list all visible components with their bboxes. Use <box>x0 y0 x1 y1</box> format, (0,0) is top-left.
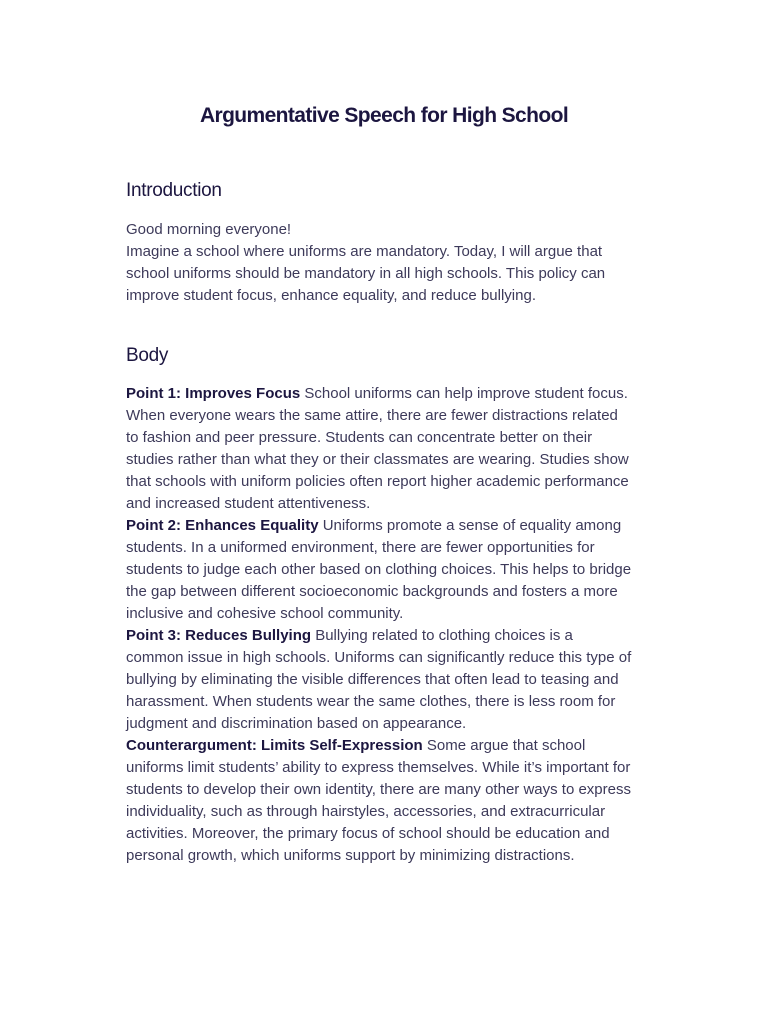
counterargument-label: Counterargument: Limits Self-Expression <box>126 737 423 754</box>
body-point-1 <box>126 383 634 515</box>
point-2-text: Uniforms promote a sense of equality among students. In a uniformed environment, there are fewer opportunities for students to judge each other based on clothing choices. This helps to bridge the gap between different socioeconomic backgrounds and fosters a more inclusive and cohesive school community. <box>126 517 632 622</box>
point-1-label: Point 1: Improves Focus <box>126 385 301 402</box>
body-point-3 <box>126 625 634 735</box>
body-section <box>126 383 634 867</box>
body-heading: Body <box>126 345 169 366</box>
introduction-greeting: Good morning everyone! <box>126 221 292 238</box>
point-3-text: Bullying related to clothing choices is a common issue in high schools. Uniforms can significantly reduce this type of bullying by eliminating the visible differences that often lead to teasing and harassment. When students wear the same clothes, there is less room for judgment and discrimination based on appearance. <box>126 627 632 732</box>
introduction-section <box>126 219 634 307</box>
document-title: Argumentative Speech for High School <box>199 104 569 127</box>
introduction-heading: Introduction <box>126 180 222 201</box>
point-2-label: Point 2: Enhances Equality <box>126 517 319 534</box>
introduction-paragraph: Imagine a school where uniforms are mandatory. Today, I will argue that school uniforms should be mandatory in all high schools. This policy can improve student focus, enhance equality, and reduce bullying. <box>126 243 606 304</box>
point-1-text: School uniforms can help improve student focus. When everyone wears the same attire, there are fewer distractions related to fashion and peer pressure. Students can concentrate better on their studies rather than what they or their classmates are wearing. Studies show that schools with uniform policies often report higher academic performance and increased student attentiveness. <box>126 385 629 512</box>
point-3-label: Point 3: Reduces Bullying <box>126 627 312 644</box>
body-point-2 <box>126 515 634 625</box>
body-counterargument <box>126 735 634 867</box>
counterargument-text: Some argue that school uniforms limit students’ ability to express themselves. While it’s important for students to develop their own identity, there are many other ways to express individuality, such as through hairstyles, accessories, and extracurricular activities. Moreover, the primary focus of school should be education and personal growth, which uniforms support by minimizing distractions. <box>126 737 631 864</box>
